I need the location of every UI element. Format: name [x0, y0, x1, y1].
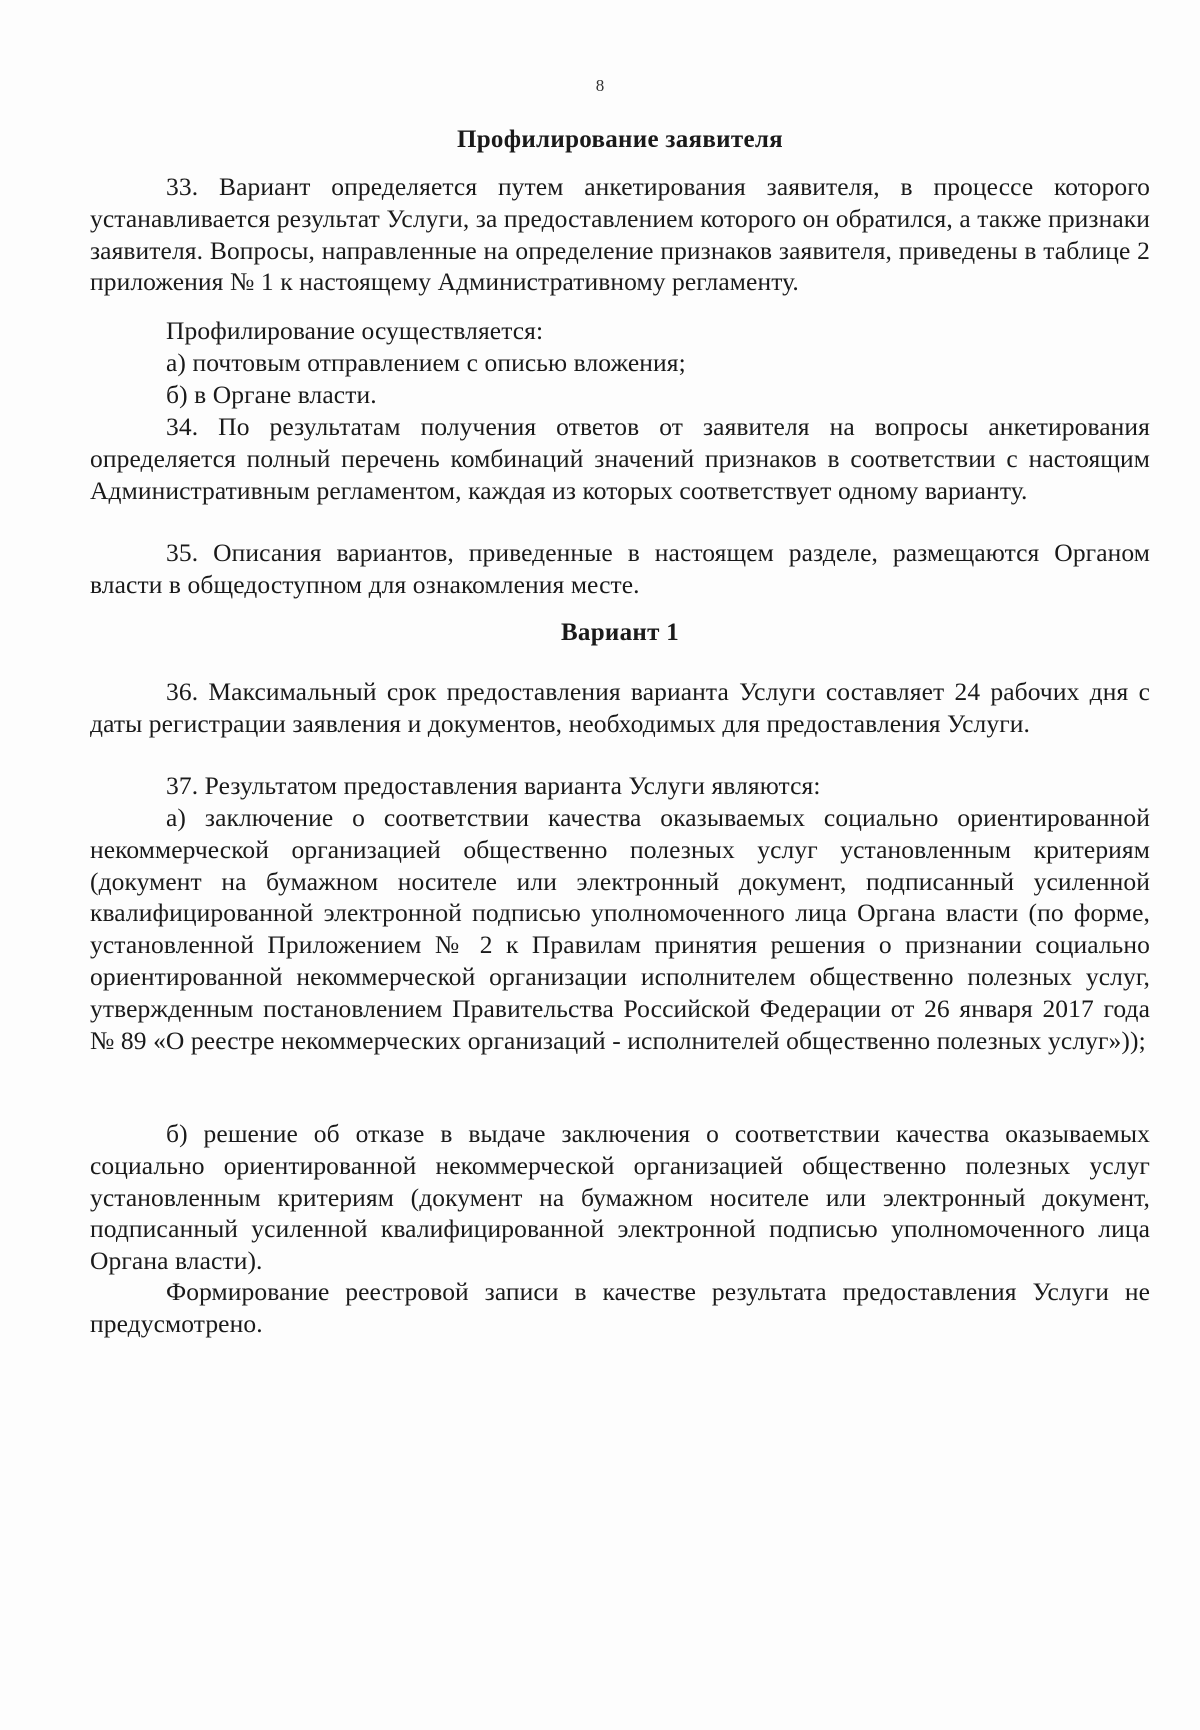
paragraph-registry-record: Формирование реестровой записи в качестве результата предоставления Услуги не предусмотрено. [90, 1277, 1150, 1338]
paragraph-37: 37. Результатом предоставления варианта Услуги являются: [166, 771, 821, 800]
page-number: 8 [595, 76, 605, 95]
paragraph-profiling-methods: Профилирование осуществляется: [166, 316, 544, 345]
paragraph-34: 34. По результатам получения ответов от заявителя на вопросы анкетирования определяется полный перечень комбинаций значений признаков в соответствии с настоящим Административным регламентом, каждая из которых соответствует одному варианту. [90, 412, 1150, 505]
section-heading-variant-1: Вариант 1 [560, 619, 680, 646]
paragraph-36: 36. Максимальный срок предоставления варианта Услуги составляет 24 рабочих дня с даты регистрации заявления и документов, необходимых для предоставления Услуги. [90, 677, 1150, 738]
list-item-37a: а) заключение о соответствии качества оказываемых социально ориентированной некоммерческой организацией общественно полезных услуг установленным критериям (документ на бумажном носителе или электронный документ, подписанный усиленной квалифицированной электронной подписью уполномоченного лица Органа власти (по форме, установленной Приложением № 2 к Правилам принятия решения о признании социально ориентированной некоммерческой организации исполнителем общественно полезных услуг, утвержденным постановлением Правительства Российской Федерации от 26 января 2017 года № 89 «О реестре некоммерческих организаций - исполнителей общественно полезных услуг»)); [90, 803, 1150, 1055]
list-item-b: б) в Органе власти. [166, 380, 377, 409]
paragraph-33: 33. Вариант определяется путем анкетирования заявителя, в процессе которого устанавливается результат Услуги, за предоставлением которого он обратился, а также признаки заявителя. Вопросы, направленные на определение признаков заявителя, приведены в таблице 2 приложения № 1 к настоящему Административному регламенту. [90, 172, 1150, 297]
list-item-37b: б) решение об отказе в выдаче заключения о соответствии качества оказываемых социально ориентированной некоммерческой организацией общественно полезных услуг установленным критериям (документ на бумажном носителе или электронный документ, подписанный усиленной квалифицированной электронной подписью уполномоченного лица Органа власти). [90, 1119, 1150, 1276]
list-item-a: а) почтовым отправлением с описью вложения; [166, 348, 686, 377]
section-heading-profiling: Профилирование заявителя [456, 126, 784, 153]
paragraph-35: 35. Описания вариантов, приведенные в настоящем разделе, размещаются Органом власти в общедоступном для ознакомления месте. [90, 538, 1150, 599]
